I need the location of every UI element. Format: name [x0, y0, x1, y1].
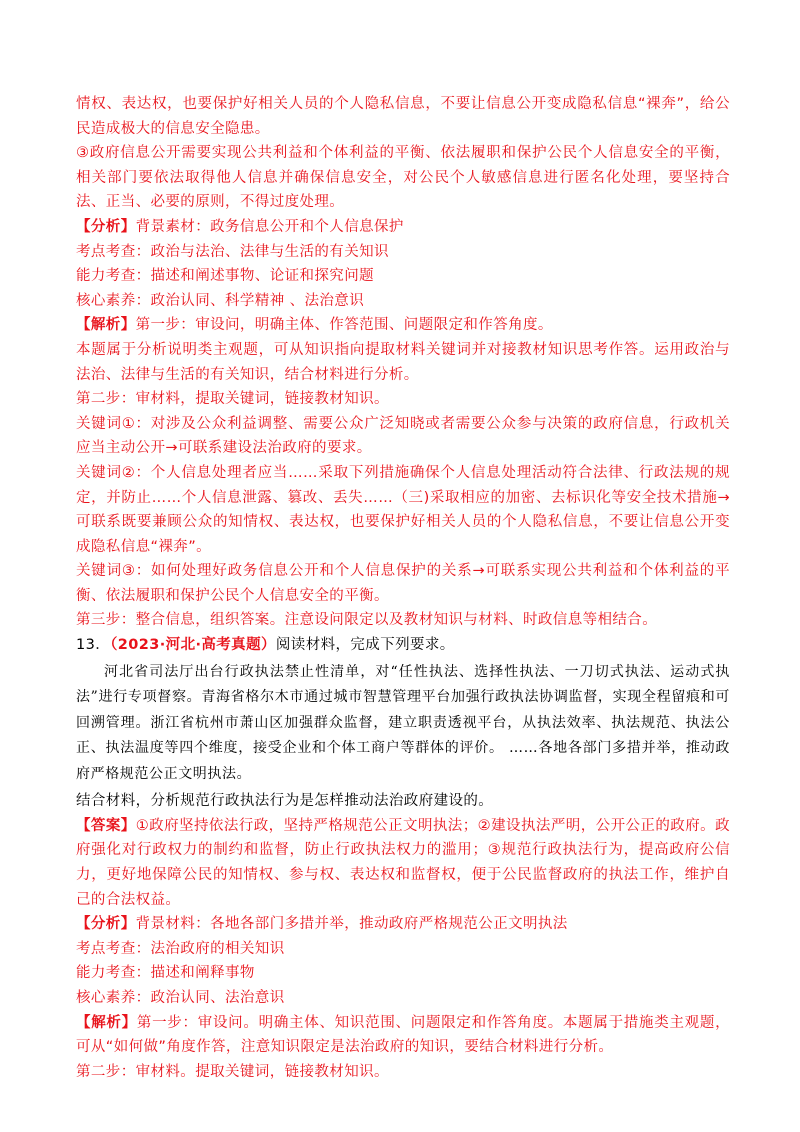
answer-continuation: 情权、表达权，也要保护好相关人员的个人隐私信息，不要让信息公开变成隐私信息“裸奔”，给公民造成极大的信息安全隐患。	[76, 96, 730, 137]
keyword-3: 关键词③：如何处理好政务信息公开和个人信息保护的关系→可联系实现公共利益和个体利益的平衡、依法履职和保护公民个人信息安全的平衡。	[76, 563, 730, 604]
analysis2-label: 【分析】	[76, 916, 136, 933]
jiexi2-step2: 第二步：审材料。提取关键词，链接教材知识。	[76, 1063, 389, 1080]
question-prompt: 阅读材料，完成下列要求。	[275, 637, 455, 654]
question-text: 结合材料，分析规范行政执法行为是怎样推动法治政府建设的。	[76, 793, 494, 810]
analysis-background	[76, 215, 730, 240]
analysis2-hexin: 核心素养：政治认同、法治意识	[76, 989, 285, 1006]
analysis2-nengli: 能力考查：描述和阐释事物	[76, 965, 255, 982]
keyword-2: 关键词②：个人信息处理者应当……采取下列措施确保个人信息处理活动符合法律、行政法规的规定，并防止……个人信息泄露、篡改、丢失……（三)采取相应的加密、去标识化等安全技术措施→可联系既要兼顾公众的知情权、表达权，也要保护好相关人员的个人隐私信息，不要让信息公开变成隐私信息“裸奔”。	[76, 464, 730, 555]
jiexi2-step1	[76, 1011, 730, 1060]
question-number: 13．	[76, 637, 111, 654]
keyword-1: 关键词①：对涉及公众利益调整、需要公众广泛知晓或者需要公众参与决策的政府信息，行政机关应当主动公开→可联系建设法治政府的要求。	[76, 415, 730, 457]
jiexi-label: 【解析】	[76, 317, 136, 334]
answer-13-text: ①政府坚持依法行政，坚持严格规范公正文明执法；②建设执法严明，公开公正的政府。政府强化对行政权力的制约和监督，防止行政执法权力的滥用；③规范行政执法行为，提高政府公信力，更好地保障公民的知情权、参与权、表达权和监督权，便于公民监督政府的执法工作，维护自己的合法权益。	[76, 817, 730, 908]
answer-13	[76, 814, 730, 912]
analysis-kaodian: 考点考查：政治与法治、法律与生活的有关知识	[76, 243, 389, 260]
jiexi-step1-text: 第一步：审设问，明确主体、作答范围、问题限定和作答角度。	[135, 317, 553, 334]
analysis2-kaodian: 考点考查：法治政府的相关知识	[76, 940, 285, 957]
analysis2-background-text: 背景材料：各地各部门多措并举，推动政府严格规范公正文明执法	[135, 916, 568, 933]
analysis-nengli: 能力考查：描述和阐述事物、论证和探究问题	[76, 268, 374, 285]
jiexi-step3: 第三步：整合信息，组织答案。注意设问限定以及教材知识与材料、时政信息等相结合。	[76, 612, 658, 629]
jiexi2-step1-text: 第一步：审设问。明确主体、知识范围、问题限定和作答角度。本题属于措施类主观题，可从“如何做”角度作答，注意知识限定是法治政府的知识，要结合材料进行分析。	[76, 1014, 730, 1056]
jiexi2-label: 【解析】	[76, 1014, 137, 1031]
question-material: 河北省司法厅出台行政执法禁止性清单，对“任性执法、选择性执法、一刀切式执法、运动式执法”进行专项督察。青海省格尔木市通过城市智慧管理平台加强行政执法协调监督，实现全程留痕和可回溯管理。浙江省杭州市萧山区加强群众监督，建立职责透视平台，从执法效率、执法规范、执法公正、执法温度等四个维度，接受企业和个体工商户等群体的评价。 ……各地各部门多措并举，推动政府严格规范公正文明执法。	[76, 663, 730, 782]
analysis2-background	[76, 912, 730, 937]
document-page	[76, 92, 730, 1084]
answer-point-3: ③政府信息公开需要实现公共利益和个体利益的平衡、依法履职和保护公民个人信息安全的平衡，相关部门要依法取得他人信息并确保信息安全，对公民个人敏感信息进行匿名化处理，要坚持合法、正当、必要的原则，不得过度处理。	[76, 145, 730, 211]
jiexi-step2: 第二步：审材料，提取关键词，链接教材知识。	[76, 391, 389, 408]
analysis-background-text: 背景素材：政务信息公开和个人信息保护	[135, 218, 404, 235]
analysis-hexin: 核心素养：政治认同、科学精神 、法治意识	[76, 292, 365, 309]
question-source: （2023·河北·高考真题）	[110, 637, 276, 654]
jiexi-desc: 本题属于分析说明类主观题，可从知识指向提取材料关键词并对接教材知识思考作答。运用政治与法治、法律与生活的有关知识，结合材料进行分析。	[76, 341, 730, 383]
answer-label: 【答案】	[76, 817, 136, 834]
analysis-label: 【分析】	[76, 218, 136, 235]
jiexi-step1	[76, 313, 730, 338]
question-13-header	[76, 633, 730, 658]
